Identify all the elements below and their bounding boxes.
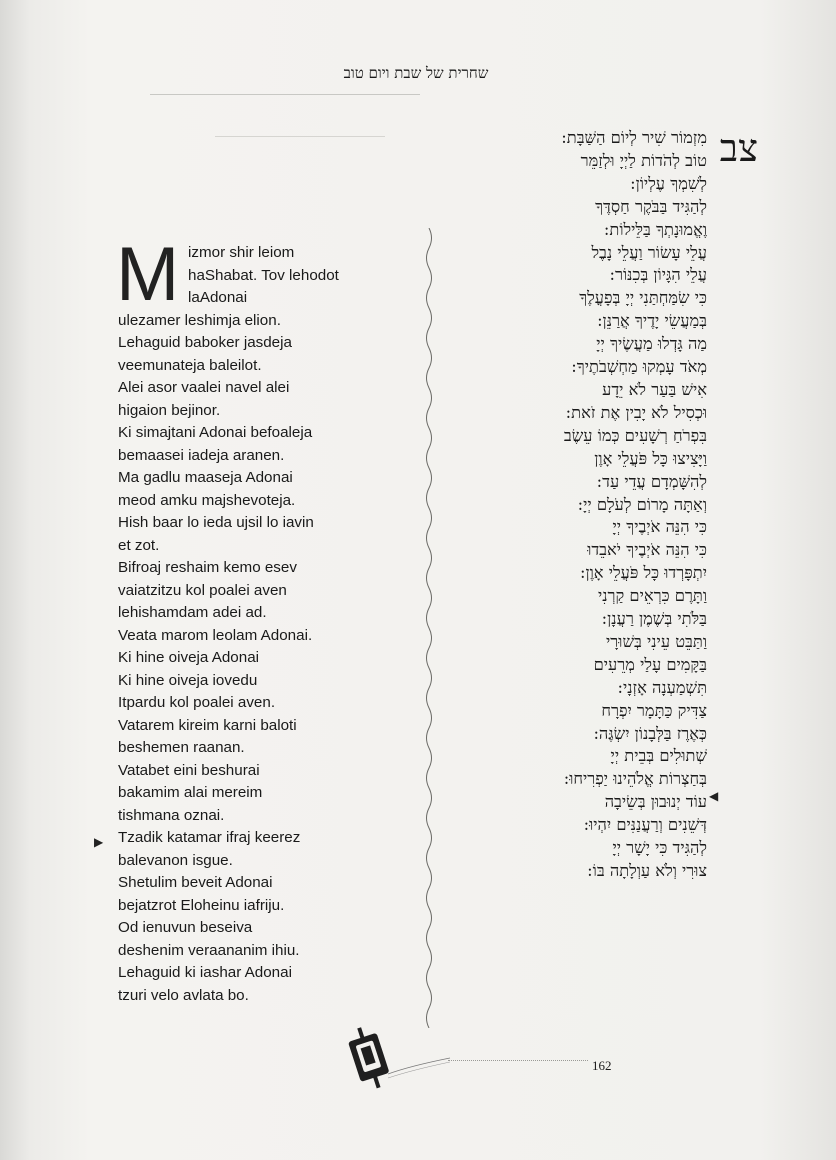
- psalm-number: צב: [719, 126, 758, 170]
- translit-line: beshemen raanan.: [118, 739, 245, 756]
- translit-line: Ki simajtani Adonai befoaleja: [118, 424, 313, 441]
- translit-line: izmor shir leiom: [188, 244, 295, 261]
- hebrew-line: עוֹד יְנוּבוּן בְּשֵׂיבָה: [604, 792, 707, 812]
- translit-line: bakamim alai mereim: [118, 784, 263, 801]
- translit-line: lehishamdam adei ad.: [118, 604, 267, 621]
- translit-line: veemunateja baleilot.: [118, 356, 262, 374]
- hebrew-line: וּכְסִיל לֹא יָבִין אֶת זֹאת:: [565, 402, 707, 422]
- arrow-right-icon: ▶: [94, 835, 104, 849]
- hebrew-line: תִּשְׁמַעְנָה אָזְנָי:: [617, 677, 707, 697]
- translit-line: Tzadik katamar ifraj keerez: [118, 829, 301, 846]
- hebrew-line: טוֹב לְהֹדוֹת לַיְיָ וּלְזַמֵּר: [580, 150, 707, 170]
- translit-line: Ki hine oiveja Adonai: [118, 649, 260, 666]
- hebrew-line: כִּי הִנֵּה אֹיְבֶיךָ יְיָ: [612, 517, 707, 537]
- translit-line: Vatarem kireim karni baloti: [118, 716, 297, 734]
- hebrew-line: עֲלֵי עָשׂוֹר וַעֲלֵי נָבֶל: [591, 242, 707, 262]
- translit-line: Vatabet eini beshurai: [118, 761, 260, 779]
- hebrew-line: אִישׁ בַּעַר לֹא יֵדָע: [602, 379, 707, 399]
- translit-line: Od ienuvun beseiva: [118, 919, 253, 936]
- hebrew-line: בַּקָּמִים עָלַי מְרֵעִים: [593, 654, 707, 674]
- hebrew-line: לְהַגִּיד כִּי יָשָׁר יְיָ: [612, 838, 707, 858]
- hebrew-line: בַּלֹּתִי בְּשֶׁמֶן רַעֲנָן:: [601, 609, 707, 629]
- hebrew-line: מַה גָּדְלוּ מַעֲשֶׂיךָ יְיָ: [596, 334, 707, 354]
- translit-line: haShabat. Tov lehodot: [188, 266, 339, 284]
- hebrew-line: וַתָּרֶם כִּרְאֵים קַרְנִי: [597, 586, 707, 606]
- hebrew-line: וַיָּצִיצוּ כָּל פֹּעֲלֵי אָוֶן: [594, 448, 707, 468]
- translit-line: Ki hine oiveja iovedu: [118, 671, 258, 689]
- translit-line: Hish baar lo ieda ujsil lo iavin: [118, 514, 314, 531]
- footer-rule: [448, 1060, 588, 1061]
- translit-line: Itpardu kol poalei aven.: [118, 694, 276, 711]
- hebrew-line: כִּי שִׂמַּחְתַּנִי יְיָ בְּפָעֳלֶךָ: [579, 288, 707, 308]
- hebrew-line: צוּרִי וְלֹא עַוְלָתָה בּוֹ:: [587, 861, 707, 880]
- hebrew-line: וֶאֱמוּנָתְךָ בַּלֵּילוֹת:: [603, 219, 707, 239]
- translit-line: bejatzrot Eloheinu iafriju.: [118, 896, 285, 914]
- translit-line: Ma gadlu maaseja Adonai: [118, 469, 293, 486]
- hebrew-line: מְאֹד עָמְקוּ מַחְשְׁבֹתֶיךָ:: [571, 357, 707, 377]
- hebrew-line: בְּמַעֲשֵׂי יָדֶיךָ אֲרַנֵּן:: [597, 311, 707, 331]
- hebrew-line: יִתְפָּרְדוּ כָּל פֹּעֲלֵי אָוֶן:: [579, 563, 707, 583]
- header-rule: [150, 94, 420, 95]
- hebrew-line: צַדִּיק כַּתָּמָר יִפְרָח: [601, 700, 707, 720]
- translit-line: vaiatzitzu kol poalei aven: [118, 581, 287, 599]
- bleed-through-text: [215, 115, 385, 137]
- hebrew-line: לְהַגִּיד בַּבֹּקֶר חַסְדֶּךָ: [595, 196, 707, 216]
- arrow-left-icon: ◀: [709, 789, 719, 803]
- torah-scroll-icon: [340, 1022, 460, 1094]
- running-header: שחרית של שבת ויום טוב: [343, 64, 489, 82]
- hebrew-line: שְׁתוּלִים בְּבֵית יְיָ: [610, 746, 707, 766]
- hebrew-line: בִּפְרֹחַ רְשָׁעִים כְּמוֹ עֵשֶׂב: [563, 425, 707, 445]
- drop-cap: M: [116, 232, 180, 317]
- wavy-divider: [422, 228, 436, 1028]
- translit-line: bemaasei iadeja aranen.: [118, 446, 285, 464]
- translit-line: balevanon isgue.: [118, 851, 233, 869]
- hebrew-line: כְּאֶרֶז בַּלְּבָנוֹן יִשְׂגֶּה:: [593, 723, 707, 743]
- translit-line: Bifroaj reshaim kemo esev: [118, 559, 297, 576]
- translit-line: tishmana oznai.: [118, 806, 225, 824]
- translit-line: laAdonai: [188, 289, 248, 306]
- translit-line: Lehaguid ki iashar Adonai: [118, 964, 292, 981]
- page-number: 162: [592, 1058, 612, 1073]
- hebrew-line: בְּחַצְרוֹת אֱלֹהֵינוּ יַפְרִיחוּ:: [563, 769, 707, 789]
- hebrew-line: לְשִׁמְךָ עֶלְיוֹן:: [630, 173, 707, 193]
- translit-line: ulezamer leshimja elion.: [118, 311, 281, 329]
- translit-line: higaion bejinor.: [118, 401, 221, 419]
- translit-line: Shetulim beveit Adonai: [118, 874, 273, 891]
- hebrew-line: מִזְמוֹר שִׁיר לְיוֹם הַשַּׁבָּת:: [561, 128, 707, 147]
- translit-line: meod amku majshevoteja.: [118, 491, 296, 509]
- hebrew-column: [475, 127, 707, 883]
- transliteration-column: [116, 232, 408, 1007]
- hebrew-line: וַתַּבֵּט עֵינִי בְּשׁוּרָי: [606, 631, 707, 651]
- translit-line: Lehaguid baboker jasdeja: [118, 334, 292, 351]
- hebrew-line: לְהִשָּׁמְדָם עֲדֵי עַד:: [596, 471, 707, 491]
- hebrew-line: וְאַתָּה מָרוֹם לְעֹלָם יְיָ:: [577, 494, 707, 514]
- translit-line: deshenim veraananim ihiu.: [118, 941, 300, 959]
- translit-line: Alei asor vaalei navel alei: [118, 379, 290, 396]
- translit-line: tzuri velo avlata bo.: [118, 986, 249, 1004]
- hebrew-line: כִּי הִנֵּה אֹיְבֶיךָ יֹאבֵדוּ: [587, 540, 707, 560]
- hebrew-line: עֲלֵי הִגָּיוֹן בְּכִנּוֹר:: [609, 265, 707, 285]
- translit-line: et zot.: [118, 536, 160, 554]
- translit-line: Veata marom leolam Adonai.: [118, 626, 313, 644]
- hebrew-line: דְּשֵׁנִים וְרַעֲנַנִּים יִהְיוּ:: [583, 815, 707, 835]
